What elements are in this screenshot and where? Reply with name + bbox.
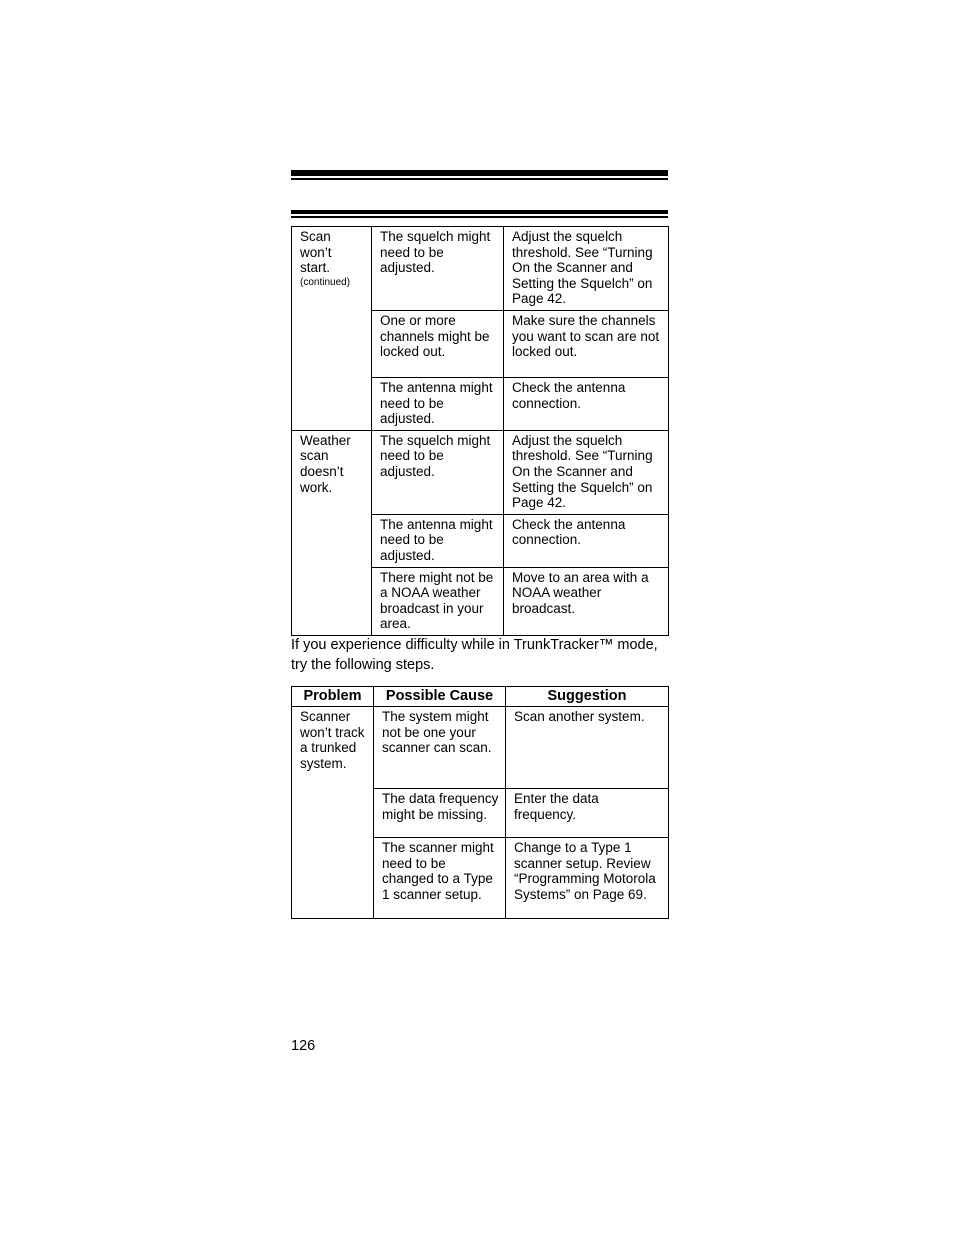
column-header-problem: Problem (292, 687, 374, 707)
section-rule-thick (291, 210, 668, 214)
table-row (292, 430, 669, 514)
suggestion-cell: Scan another system. (506, 707, 669, 789)
suggestion-cell: Adjust the squelch threshold. See “Turning On the Scanner and Setting the Squelch” on Page 42. (504, 430, 669, 514)
cause-cell: The system might not be one your scanner can scan. (374, 707, 506, 789)
table-header-row (292, 687, 669, 707)
suggestion-cell: Check the antenna connection. (504, 378, 669, 431)
suggestion-cell: Change to a Type 1 scanner setup. Review “Programming Motorola Systems” on Page 69. (506, 838, 669, 919)
cause-cell: The squelch might need to be adjusted. (372, 227, 504, 311)
table-row (292, 707, 669, 789)
column-header-suggestion: Suggestion (506, 687, 669, 707)
cause-cell: One or more channels might be locked out. (372, 311, 504, 378)
column-header-cause: Possible Cause (374, 687, 506, 707)
cause-cell: The data frequency might be missing. (374, 789, 506, 838)
cause-cell: The scanner might need to be changed to a Type 1 scanner setup. (374, 838, 506, 919)
trunktracker-intro-text: If you experience difficulty while in TrunkTracker™ mode, try the following steps. (291, 637, 658, 673)
cause-cell: The antenna might need to be adjusted. (372, 514, 504, 567)
problem-cell: Scanner won’t track a trunked system. (292, 707, 374, 919)
suggestion-cell: Make sure the channels you want to scan are not locked out. (504, 311, 669, 378)
troubleshooting-table-general (291, 226, 669, 636)
continued-note: (continued) (300, 276, 351, 288)
problem-text: Scan won’t start. (300, 229, 332, 276)
problem-cell: Weather scan doesn’t work. (292, 430, 372, 635)
suggestion-cell: Check the antenna connection. (504, 514, 669, 567)
header-rule-thick (291, 170, 668, 176)
suggestion-cell: Adjust the squelch threshold. See “Turning On the Scanner and Setting the Squelch” on Page 42. (504, 227, 669, 311)
cause-cell: The antenna might need to be adjusted. (372, 378, 504, 431)
cause-cell: The squelch might need to be adjusted. (372, 430, 504, 514)
section-rule-thin (291, 216, 668, 218)
troubleshooting-table-trunktracker (291, 686, 669, 919)
suggestion-cell: Enter the data frequency. (506, 789, 669, 838)
table-row (292, 227, 669, 311)
suggestion-cell: Move to an area with a NOAA weather broadcast. (504, 567, 669, 635)
header-rule-thin (291, 178, 668, 180)
cause-cell: There might not be a NOAA weather broadcast in your area. (372, 567, 504, 635)
problem-cell (292, 227, 372, 431)
page-number: 126 (291, 1038, 316, 1054)
